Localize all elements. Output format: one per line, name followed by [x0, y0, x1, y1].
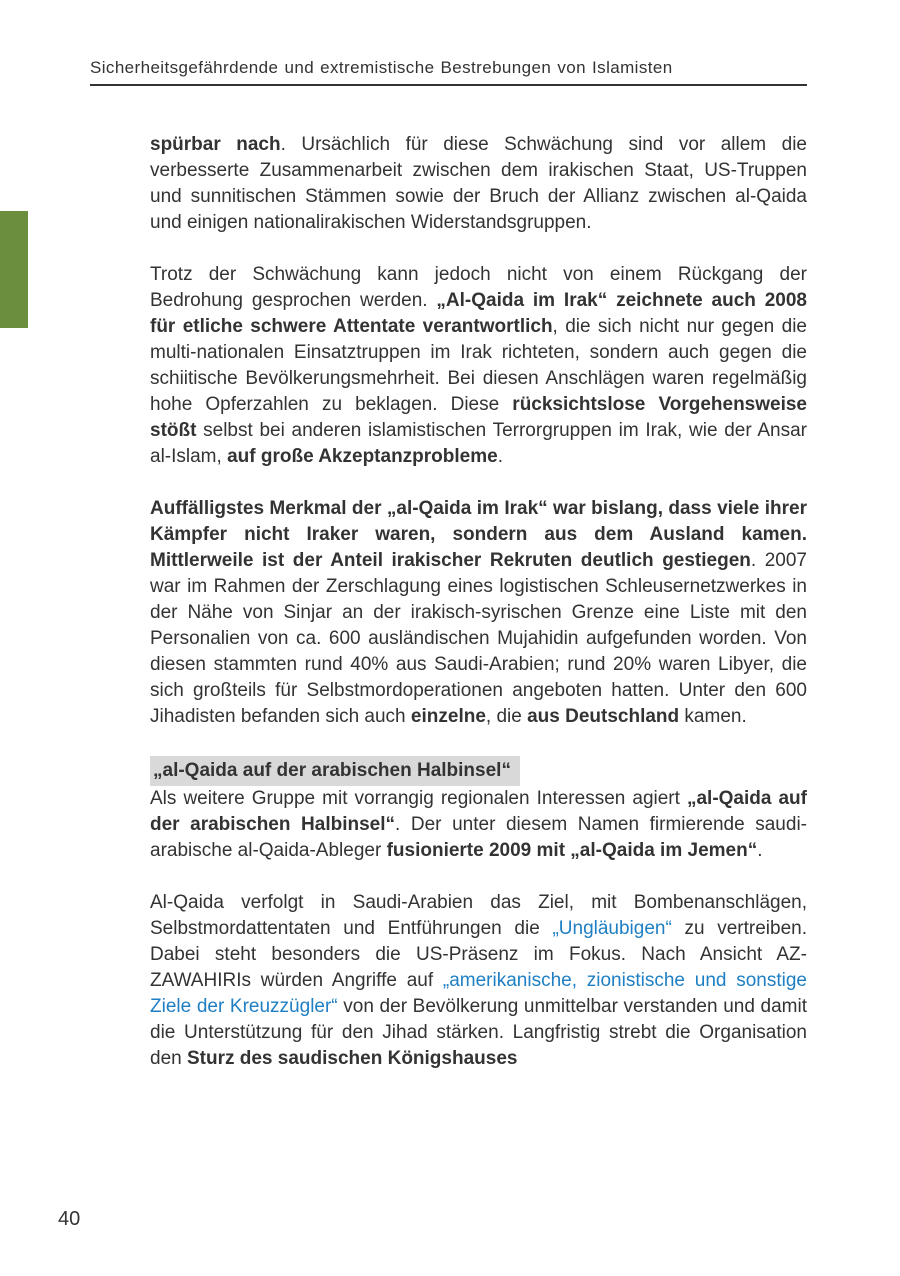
- text-segment: kamen.: [679, 706, 747, 727]
- text-segment: , die sich nicht nur gegen die multi-nationalen Einsatztruppen im Irak richteten, sondern auch gegen die schiitische Bevölkerungsmehrheit. Bei diesen Anschlägen waren regelmäßig hohe Opferzahlen zu beklagen. Diese: [150, 316, 807, 415]
- text-segment: .: [757, 840, 763, 861]
- text-segment: spürbar nach: [150, 134, 281, 155]
- text-segment: „amerikanische, zionistische und sonstige Ziele der Kreuzzügler“: [150, 970, 807, 1017]
- text-segment: auf große Akzeptanzprobleme: [227, 446, 498, 467]
- text-segment: . Der unter diesem Namen firmierende saudi-arabische al-Qaida-Ableger: [150, 814, 807, 861]
- text-segment: , die: [485, 706, 528, 727]
- running-header-title: Sicherheitsgefährdende und extremistische Bestrebungen von Islamisten: [90, 58, 673, 77]
- text-segment: selbst bei anderen islamistischen Terrorgruppen im Irak, wie der Ansar al-Islam,: [150, 420, 807, 467]
- text-segment: Als weitere Gruppe mit vorrangig regionalen Interessen agiert: [150, 788, 687, 809]
- text-segment: „Al-Qaida im Irak“ zeichnete auch 2008 für etliche schwere Attentate verantwortlich: [150, 290, 807, 337]
- text-segment: zu vertreiben. Dabei steht besonders die US-Präsenz im Fokus. Nach Ansicht AZ-ZAWAHIRIs würden Angriffe auf: [150, 918, 807, 991]
- para-weakening-causes: [150, 132, 807, 236]
- para-threat-persists: [150, 262, 807, 470]
- para-saudi-goals: [150, 890, 807, 1072]
- text-segment: Trotz der Schwächung kann jedoch nicht von einem Rückgang der Bedrohung gesprochen werden.: [150, 264, 807, 311]
- text-segment: Auffälligstes Merkmal der „al-Qaida im Irak“ war bislang, dass viele ihrer Kämpfer nicht Iraker waren, sondern aus dem Ausland kamen. Mittlerweile ist der Anteil irakischer Rekruten deutlich gestiegen: [150, 498, 807, 571]
- text-segment: rücksichtslose Vorgehensweise stößt: [150, 394, 807, 441]
- text-segment: Sturz des saudischen Königshauses: [186, 1048, 518, 1069]
- para-foreign-fighters: [150, 496, 807, 730]
- para-aqap-merger: [150, 786, 807, 864]
- text-segment: . 2007 war im Rahmen der Zerschlagung eines logistischen Schleusernetzwerkes in der Nähe von Sinjar an der irakisch-syrischen Grenze eine Liste mit den Personalien von ca. 600 ausländischen Mujahidin aufgefunden worden. Von diesen stammten rund 40% aus Saudi-Arabien; rund 20% waren Libyer, die sich großteils für Selbstmordoperationen angeboten hatten. Unter den 600 Jihadisten befanden sich auch: [150, 550, 807, 727]
- text-segment: einzelne: [410, 706, 486, 727]
- text-segment: fusionierte 2009 mit „al-Qaida im Jemen“: [386, 840, 758, 861]
- text-segment: aus Deutschland: [527, 706, 680, 727]
- heading-al-qaida-arabian-peninsula: [150, 756, 520, 786]
- text-segment: „Ungläubigen“: [552, 918, 672, 939]
- page-number: 40: [58, 1208, 81, 1230]
- text-segment: „al-Qaida auf der arabischen Halbinsel“: [153, 760, 511, 781]
- text-segment: . Ursächlich für diese Schwächung sind vor allem die verbesserte Zusammenarbeit zwischen dem irakischen Staat, US-Truppen und sunnitischen Stämmen sowie der Bruch der Allianz zwischen al-Qaida und einigen nationalirakischen Widerstandsgruppen.: [150, 134, 807, 233]
- header-rule: [90, 84, 807, 86]
- text-segment: Al-Qaida verfolgt in Saudi-Arabien das Ziel, mit Bombenanschlägen, Selbstmordattentaten und Entführungen die: [150, 892, 807, 939]
- text-segment: „al-Qaida auf der arabischen Halbinsel“: [150, 788, 807, 835]
- text-segment: .: [497, 446, 503, 467]
- section-heading-row: [150, 756, 807, 786]
- text-segment: von der Bevölkerung unmittelbar verstanden und damit die Unterstützung für den Jihad stärken. Langfristig strebt die Organisation den: [150, 996, 807, 1069]
- page-body: [150, 132, 807, 1072]
- chapter-marker-tab: [0, 211, 28, 328]
